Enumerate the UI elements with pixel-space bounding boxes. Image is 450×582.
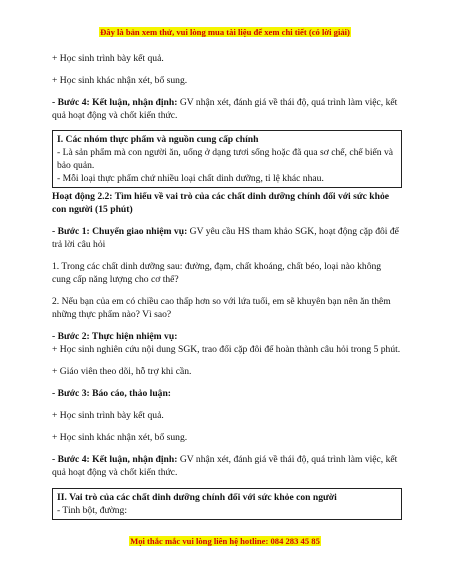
feedback-line: + Học sinh khác nhận xét, bổ sung. <box>52 75 188 86</box>
step4-text: GV nhận xét, đánh giá về thái độ, quá trình làm việc, kết quả hoạt động và chốt kiến thức. <box>52 97 398 121</box>
section2-title: II. Vai trò của các chất dinh dưỡng chính đối với sức khỏe con người <box>57 492 337 503</box>
section1-line2: - Mỗi loại thực phẩm chứ nhiều loại chất dinh dưỡng, tỉ lệ khác nhau. <box>57 173 324 184</box>
activity-step3 <box>52 387 402 400</box>
hotline-footer <box>0 531 450 549</box>
hotline-footer-text: Mọi thắc mắc vui lòng liên hệ hotline: 084 283 45 85 <box>130 536 320 546</box>
section1-title: I. Các nhóm thực phẩm và nguồn cung cấp chính <box>57 134 259 145</box>
section1-line1: - Là sản phẩm mà con người ăn, uống ở dạng tươi sống hoặc đã qua sơ chế, chế biến và bảo quản. <box>57 147 394 171</box>
activity-step4-label: - Bước 4: Kết luận, nhận định: <box>52 454 178 465</box>
question-2: 2. Nếu bạn của em có chiều cao thấp hơn so với lứa tuổi, em sẽ khuyên bạn nên ăn thêm những thực phẩm nào? Vì sao? <box>52 296 391 320</box>
activity-step2 <box>52 330 402 343</box>
section1-box <box>52 130 402 188</box>
activity-step1 <box>52 225 402 251</box>
activity-step2-label: - Bước 2: Thực hiện nhiệm vụ: <box>52 331 178 342</box>
activity-step4-text: GV nhận xét, đánh giá về thái độ, quá trình làm việc, kết quả hoạt động và chốt kiến thức. <box>52 454 398 478</box>
activity-step2-line1: + Học sinh nghiên cứu nội dung SGK, trao đổi cặp đôi để hoàn thành câu hỏi trong 5 phút. <box>52 344 401 355</box>
activity-title: Hoạt động 2.2: Tìm hiểu về vai trò của các chất dinh dưỡng chính đối với sức khỏe con người (15 phút) <box>52 191 389 215</box>
activity-step2-line2: + Giáo viên theo dõi, hỗ trợ khi cần. <box>52 366 192 377</box>
preview-banner-text: Đây là bản xem thử, vui lòng mua tài liệu để xem chi tiết (có lời giải) <box>100 27 350 37</box>
preview-banner <box>0 22 450 40</box>
activity-step4 <box>52 453 402 479</box>
section2-box <box>52 488 402 520</box>
activity-step1-label: - Bước 1: Chuyển giao nhiệm vụ: <box>52 226 188 237</box>
activity-step3-line2: + Học sinh khác nhận xét, bổ sung. <box>52 432 188 443</box>
step4-paragraph <box>52 96 402 122</box>
section2-line1: - Tinh bột, đường: <box>57 505 127 516</box>
result-line: + Học sinh trình bày kết quả. <box>52 53 164 64</box>
activity-step3-line1: + Học sinh trình bày kết quả. <box>52 410 164 421</box>
activity-step1-text: GV yêu cầu HS tham khảo SGK, hoạt động cặp đôi để trả lời câu hỏi <box>52 226 399 250</box>
question-1: 1. Trong các chất dinh dưỡng sau: đường, đạm, chất khoáng, chất béo, loại nào không cung cấp năng lượng cho cơ thể? <box>52 261 382 285</box>
activity-step3-label: - Bước 3: Báo cáo, thảo luận: <box>52 388 171 399</box>
document-content <box>52 52 402 520</box>
step4-label: - Bước 4: Kết luận, nhận định: <box>52 97 178 108</box>
